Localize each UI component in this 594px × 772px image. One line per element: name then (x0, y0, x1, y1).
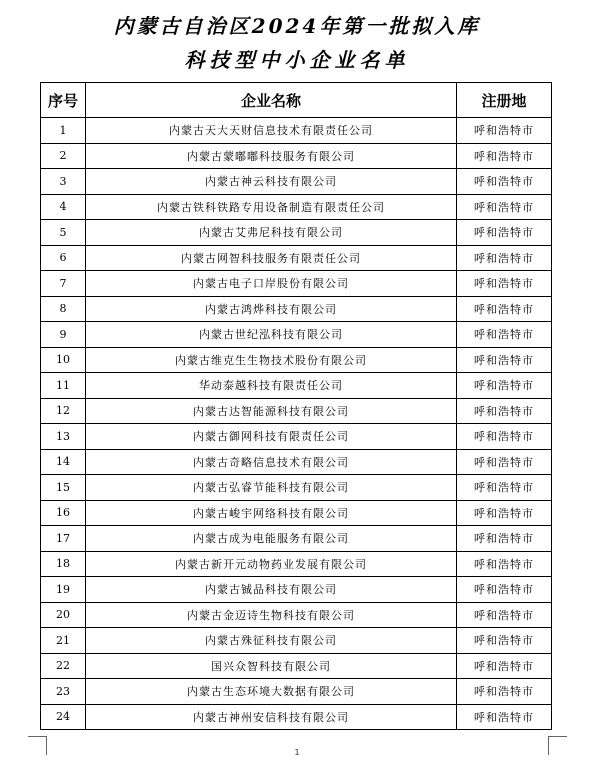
cell-serial-number: 3 (41, 169, 86, 195)
table-row (41, 398, 552, 424)
table-row (41, 347, 552, 373)
header-company-name: 企业名称 (86, 83, 457, 118)
table-row (41, 577, 552, 603)
table-body (41, 118, 552, 730)
table-header-row (41, 83, 552, 118)
cell-company-name: 内蒙古生态环境大数据有限公司 (86, 679, 457, 705)
cell-registered-location: 呼和浩特市 (457, 628, 552, 654)
table-row (41, 322, 552, 348)
table-row (41, 194, 552, 220)
cell-registered-location: 呼和浩特市 (457, 398, 552, 424)
cell-registered-location: 呼和浩特市 (457, 424, 552, 450)
cell-registered-location: 呼和浩特市 (457, 271, 552, 297)
cell-registered-location: 呼和浩特市 (457, 296, 552, 322)
cell-registered-location: 呼和浩特市 (457, 602, 552, 628)
cell-serial-number: 4 (41, 194, 86, 220)
cell-company-name: 内蒙古御网科技有限责任公司 (86, 424, 457, 450)
cell-registered-location: 呼和浩特市 (457, 679, 552, 705)
table-row (41, 424, 552, 450)
cell-serial-number: 11 (41, 373, 86, 399)
document-title-line-1: 内蒙古自治区2024年第一批拟入库 (113, 14, 481, 38)
cell-serial-number: 12 (41, 398, 86, 424)
cell-serial-number: 15 (41, 475, 86, 501)
cell-company-name: 内蒙古电子口岸股份有限公司 (86, 271, 457, 297)
cell-serial-number: 21 (41, 628, 86, 654)
cell-company-name: 内蒙古网智科技服务有限责任公司 (86, 245, 457, 271)
cell-registered-location: 呼和浩特市 (457, 220, 552, 246)
cell-company-name: 内蒙古殊征科技有限公司 (86, 628, 457, 654)
cell-registered-location: 呼和浩特市 (457, 449, 552, 475)
table-row (41, 653, 552, 679)
cell-company-name: 内蒙古艾弗尼科技有限公司 (86, 220, 457, 246)
table-row (41, 296, 552, 322)
table-row (41, 526, 552, 552)
cell-serial-number: 5 (41, 220, 86, 246)
table-row (41, 118, 552, 144)
cell-company-name: 国兴众智科技有限公司 (86, 653, 457, 679)
header-serial-number: 序号 (41, 83, 86, 118)
cell-company-name: 内蒙古铁科铁路专用设备制造有限责任公司 (86, 194, 457, 220)
cell-company-name: 内蒙古神云科技有限公司 (86, 169, 457, 195)
cell-serial-number: 13 (41, 424, 86, 450)
cell-registered-location: 呼和浩特市 (457, 143, 552, 169)
cell-registered-location: 呼和浩特市 (457, 169, 552, 195)
cell-registered-location: 呼和浩特市 (457, 577, 552, 603)
table-row (41, 220, 552, 246)
cell-serial-number: 7 (41, 271, 86, 297)
cell-serial-number: 23 (41, 679, 86, 705)
company-list-table (40, 82, 552, 730)
table-row (41, 143, 552, 169)
cell-company-name: 内蒙古奇略信息技术有限公司 (86, 449, 457, 475)
cell-serial-number: 17 (41, 526, 86, 552)
table-row (41, 271, 552, 297)
table-row (41, 500, 552, 526)
table-row (41, 169, 552, 195)
cell-company-name: 内蒙古神州安信科技有限公司 (86, 704, 457, 730)
cell-company-name: 内蒙古达智能源科技有限公司 (86, 398, 457, 424)
table-row (41, 245, 552, 271)
cell-registered-location: 呼和浩特市 (457, 322, 552, 348)
cell-serial-number: 9 (41, 322, 86, 348)
cell-company-name: 内蒙古铖品科技有限公司 (86, 577, 457, 603)
cell-serial-number: 6 (41, 245, 86, 271)
cell-registered-location: 呼和浩特市 (457, 500, 552, 526)
cell-registered-location: 呼和浩特市 (457, 551, 552, 577)
table-row (41, 373, 552, 399)
cell-serial-number: 8 (41, 296, 86, 322)
table-row (41, 602, 552, 628)
cell-registered-location: 呼和浩特市 (457, 475, 552, 501)
cell-serial-number: 22 (41, 653, 86, 679)
cell-company-name: 内蒙古天大天财信息技术有限责任公司 (86, 118, 457, 144)
cell-serial-number: 24 (41, 704, 86, 730)
cell-serial-number: 16 (41, 500, 86, 526)
cell-serial-number: 2 (41, 143, 86, 169)
cell-registered-location: 呼和浩特市 (457, 704, 552, 730)
cell-company-name: 内蒙古峻宇网络科技有限公司 (86, 500, 457, 526)
cell-company-name: 华动泰越科技有限责任公司 (86, 373, 457, 399)
table-row (41, 628, 552, 654)
cell-registered-location: 呼和浩特市 (457, 653, 552, 679)
cell-serial-number: 20 (41, 602, 86, 628)
cell-company-name: 内蒙古世纪泓科技有限公司 (86, 322, 457, 348)
table-row (41, 551, 552, 577)
cell-company-name: 内蒙古新开元动物药业发展有限公司 (86, 551, 457, 577)
cell-serial-number: 1 (41, 118, 86, 144)
document-title-line-2: 科技型中小企业名单 (184, 48, 410, 72)
cell-serial-number: 18 (41, 551, 86, 577)
cell-registered-location: 呼和浩特市 (457, 118, 552, 144)
cell-serial-number: 19 (41, 577, 86, 603)
cell-registered-location: 呼和浩特市 (457, 526, 552, 552)
cell-serial-number: 10 (41, 347, 86, 373)
page-number: 1 (294, 748, 300, 757)
table-row (41, 449, 552, 475)
cell-company-name: 内蒙古维克生生物技术股份有限公司 (86, 347, 457, 373)
cell-company-name: 内蒙古成为电能服务有限公司 (86, 526, 457, 552)
cell-registered-location: 呼和浩特市 (457, 245, 552, 271)
cell-serial-number: 14 (41, 449, 86, 475)
table-row (41, 679, 552, 705)
header-registered-location: 注册地 (457, 83, 552, 118)
cell-company-name: 内蒙古蒙嘟嘟科技服务有限公司 (86, 143, 457, 169)
cell-registered-location: 呼和浩特市 (457, 347, 552, 373)
cell-registered-location: 呼和浩特市 (457, 373, 552, 399)
cell-registered-location: 呼和浩特市 (457, 194, 552, 220)
table-row (41, 704, 552, 730)
cell-company-name: 内蒙古金迈诗生物科技有限公司 (86, 602, 457, 628)
cell-company-name: 内蒙古弘睿节能科技有限公司 (86, 475, 457, 501)
cell-company-name: 内蒙古鸿烨科技有限公司 (86, 296, 457, 322)
table-row (41, 475, 552, 501)
